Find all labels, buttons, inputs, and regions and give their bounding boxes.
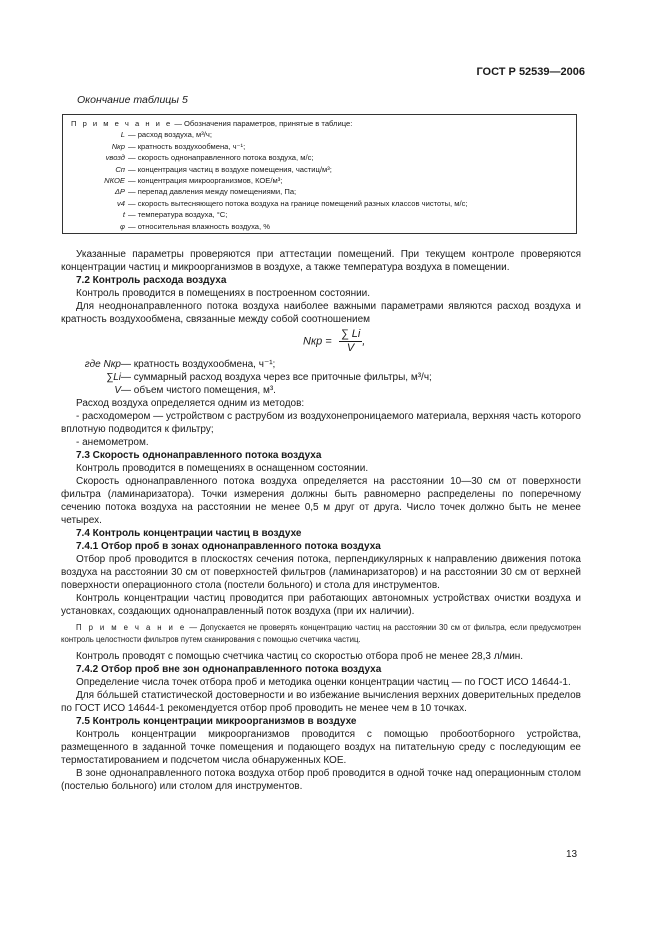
note-row [69,186,570,197]
note-text: — расход воздуха, м³/ч; [128,130,212,140]
note-symbol: t [122,210,125,220]
note-text: — концентрация микроорганизмов, КОЕ/м³; [128,176,283,186]
paragraph: Указанные параметры проверяются при аттестации помещений. При текущем контроле проверяются концентрации частиц и микроорганизмов в воздухе, а также температура воздуха в помещении. [61,249,581,273]
note-symbol: Cп [115,164,125,174]
note-row [69,141,570,152]
note-row [69,221,570,232]
paragraph: Для бо́льшей статистической достоверности и во избежание вычисления верхних доверительных пределов по ГОСТ ИСО 14644-1 рекомендуется отбор проб проводить не менее чем в 10 точках. [61,690,581,714]
table-note-box [62,114,577,234]
note-row [69,198,570,209]
note-text: — кратность воздухообмена, ч⁻¹; [128,141,246,151]
note-row [69,209,570,220]
note-intro: — Обозначения параметров, принятые в таблице: [172,119,353,128]
inline-note [61,622,581,646]
note-row [69,152,570,163]
paragraph: Контроль проводят с помощью счетчика частиц со скоростью отбора проб не менее 28,3 л/мин. [76,651,524,662]
paragraph: Расход воздуха определяется одним из методов: [76,398,305,409]
formula-numerator: ∑ Li [340,328,361,340]
note-title [71,118,570,129]
where-text: — объем чистого помещения, м³. [121,385,276,396]
section-heading-7-4-1: 7.4.1 Отбор проб в зонах однонаправленного потока воздуха [76,541,381,552]
formula-denominator: V [346,342,355,354]
formula-expression [303,328,365,355]
paragraph: - расходомером — устройством с раструбом из воздухонепроницаемого материала, верхняя часть которого вплотную подводится к фильтру; [61,411,581,435]
section-heading-7-5: 7.5 Контроль концентрации микроорганизмов в воздухе [76,716,357,727]
paragraph: Отбор проб проводится в плоскостях сечения потока, перпендикулярных к направлению движения потока воздуха на расстоянии 30 см от поверхностей фильтров (ламинаризаторов) и на расстоянии 30 см от верхней поверхности операционного стола (постели больного) и стола для инструментов. [61,554,581,591]
formula-tail: , [362,335,366,348]
formula [61,326,581,358]
paragraph: Контроль концентрации частиц проводится при работающих автономных устройствах очистки воздуха и установках, создающих однонаправленный поток воздуха (при их наличии). [61,593,581,617]
note-row [69,164,570,175]
paragraph: Контроль концентрации микроорганизмов проводится с помощью пробоотборного устройства, размещенного в заданной точке помещения и подающего воздух на питательную среду с последующим ее термостатированием и подсчетом числа обнаруженных КОЕ. [61,729,581,766]
paragraph: Контроль проводится в помещениях в оснащенном состоянии. [76,463,369,474]
formula-fraction [339,328,362,355]
note-symbol: L [120,130,125,140]
note-symbol: NКОЕ [104,176,125,186]
note-symbol: ΔP [114,187,125,197]
paragraph: Определение числа точек отбора проб и методика оценки концентрации частиц — по ГОСТ ИСО 14644-1. [76,677,571,688]
section-heading-7-3: 7.3 Скорость однонаправленного потока воздуха [76,450,322,461]
where-line [61,358,581,371]
inline-note-text: — Допускается не проверять концентрацию частиц на расстоянии 30 см от фильтра, если предусмотрен контроль целостности фильтров путем сканирования с помощью счетчика частиц. [61,623,581,644]
section-heading-7-4-2: 7.4.2 Отбор проб вне зон однонаправленного потока воздуха [76,664,382,675]
paragraph: Для неоднонаправленного потока воздуха наиболее важными параметрами являются расход воздуха и кратность воздухообмена, связанные между собой соотношением [61,301,581,325]
note-row [69,175,570,186]
inline-note-label: П р и м е ч а н и е [76,623,187,632]
note-label: П р и м е ч а н и е [71,119,173,128]
paragraph: Контроль проводится в помещениях в построенном состоянии. [76,288,371,299]
where-line [61,371,581,384]
note-symbol: Nкр [111,141,125,151]
note-text: — скорость однонаправленного потока воздуха, м/с; [128,153,314,163]
section-heading-7-2: 7.2 Контроль расхода воздуха [76,275,227,286]
note-symbol: v4 [116,198,125,208]
note-text: — скорость вытесняющего потока воздуха на границе помещений разных классов чистоты, м/с; [128,198,468,208]
note-text: — температура воздуха, °С; [128,210,228,220]
where-symbol: ∑Li [106,372,121,383]
paragraph: - анемометром. [76,437,149,448]
note-text: — концентрация частиц в воздухе помещения, частиц/м³; [128,164,332,174]
where-line [61,384,581,397]
note-symbol: φ [120,221,125,231]
note-row [69,129,570,140]
where-symbol: V [114,385,121,396]
document-id: ГОСТ Р 52539—2006 [476,66,585,78]
where-text: — кратность воздухообмена, ч⁻¹; [121,359,276,370]
note-text: — относительная влажность воздуха, % [128,221,270,231]
document-body [61,248,581,793]
note-symbol: vвозд [105,153,125,163]
section-heading-7-4: 7.4 Контроль концентрации частиц в воздухе [76,528,302,539]
paragraph: В зоне однонаправленного потока воздуха отбор проб проводится в одной точке над операционным столом (постелью больного) или столом для инструментов. [61,768,581,792]
table-caption: Окончание таблицы 5 [77,94,188,106]
where-text: — суммарный расход воздуха через все приточные фильтры, м³/ч; [121,372,432,383]
note-text: — перепад давления между помещениями, Па; [128,187,297,197]
paragraph: Скорость однонаправленного потока воздуха определяется на расстоянии 10—30 см от поверхности фильтра (ламинаризатора). Точки измерения должны быть равномерно распределены по поперечному сечению потока воздуха на расстоянии не менее 0,5 м друг от друга. Число точек должно быть не менее четырех. [61,476,581,526]
where-symbol: где Nкр [84,359,121,370]
page-number: 13 [566,849,578,860]
formula-lhs: Nкр = [303,335,332,348]
